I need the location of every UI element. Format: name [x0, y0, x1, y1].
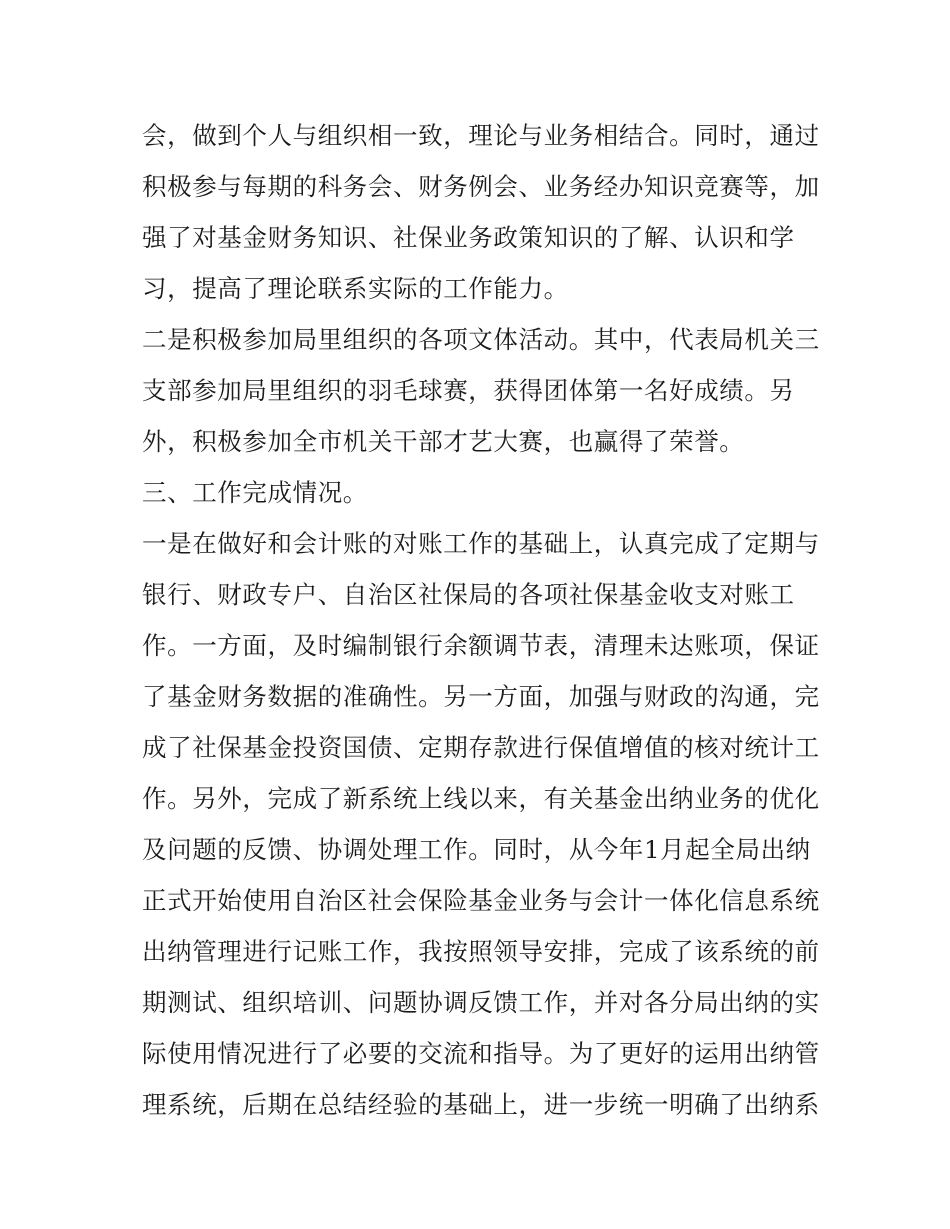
document-body — [142, 110, 822, 1130]
text-line-15: 及问题的反馈、协调处理工作。同时，从今年1月起全局出纳 — [142, 835, 811, 864]
text-line-3: 强了对基金财务知识、社保业务政策知识的了解、认识和学 — [142, 223, 795, 252]
text-line-5: 二是积极参加局里组织的各项文体活动。其中，代表局机关三 — [142, 325, 820, 354]
text-line-1: 会，做到个人与组织相一致，理论与业务相结合。同时，通过 — [142, 121, 820, 150]
text-line-2: 积极参与每期的科务会、财务例会、业务经办知识竞赛等，加 — [142, 172, 820, 201]
text-line-17: 出纳管理进行记账工作，我按照领导安排，完成了该系统的前 — [142, 937, 820, 966]
text-line-9: 一是在做好和会计账的对账工作的基础上，认真完成了定期与 — [142, 529, 820, 558]
text-line-10: 银行、财政专户、自治区社保局的各项社保基金收支对账工 — [142, 580, 795, 609]
text-line-16: 正式开始使用自治区社会保险基金业务与会计一体化信息系统 — [142, 886, 820, 915]
text-line-6: 支部参加局里组织的羽毛球赛，获得团体第一名好成绩。另 — [142, 376, 795, 405]
text-line-4: 习，提高了理论联系实际的工作能力。 — [142, 274, 569, 303]
section-heading: 三、工作完成情况。 — [142, 478, 368, 507]
text-line-19: 际使用情况进行了必要的交流和指导。为了更好的运用出纳管 — [142, 1039, 820, 1068]
text-line-18: 期测试、组织培训、问题协调反馈工作，并对各分局出纳的实 — [142, 988, 820, 1017]
text-line-13: 成了社保基金投资国债、定期存款进行保值增值的核对统计工 — [142, 733, 820, 762]
text-line-14: 作。另外，完成了新系统上线以来，有关基金出纳业务的优化 — [142, 784, 820, 813]
text-line-11: 作。一方面，及时编制银行余额调节表，清理未达账项，保证 — [142, 631, 820, 660]
text-line-12: 了基金财务数据的准确性。另一方面，加强与财政的沟通，完 — [142, 682, 820, 711]
text-line-20: 理系统，后期在总结经验的基础上，进一步统一明确了出纳系 — [142, 1090, 820, 1119]
text-line-7: 外，积极参加全市机关干部才艺大赛，也赢得了荣誉。 — [142, 427, 745, 456]
